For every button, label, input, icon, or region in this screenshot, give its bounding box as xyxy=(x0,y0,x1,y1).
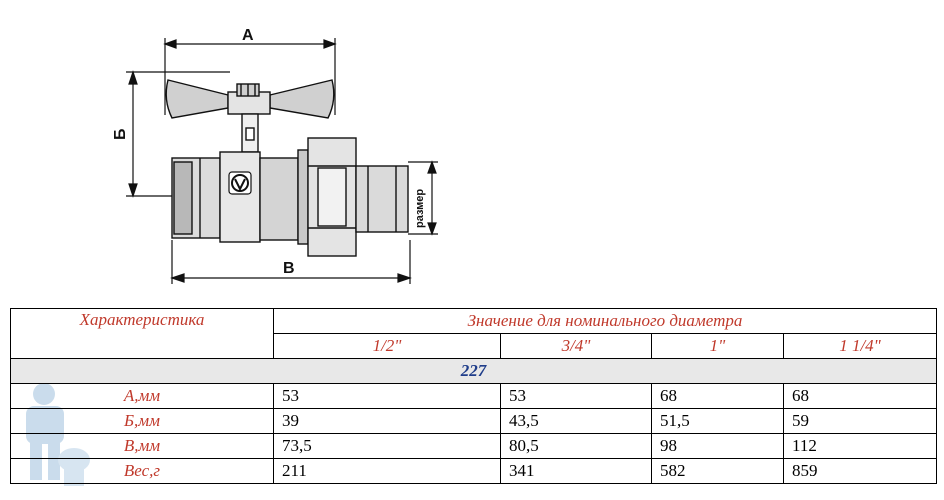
value-cell: 51,5 xyxy=(652,409,784,434)
value-cell: 53 xyxy=(501,384,652,409)
value-cell: 73,5 xyxy=(274,434,501,459)
value-cell: 68 xyxy=(784,384,937,409)
dim-size-label: размер xyxy=(414,188,426,228)
value-cell: 859 xyxy=(784,459,937,484)
value-cell: 80,5 xyxy=(501,434,652,459)
diameter-cell: 3/4" xyxy=(501,334,652,359)
value-cell: 98 xyxy=(652,434,784,459)
values-header: Значение для номинального диаметра xyxy=(274,309,937,334)
row-label: Вес,г xyxy=(11,459,274,484)
characteristic-header: Характеристика xyxy=(11,309,274,359)
value-cell: 582 xyxy=(652,459,784,484)
value-cell: 112 xyxy=(784,434,937,459)
row-label: Б,мм xyxy=(11,409,274,434)
value-cell: 39 xyxy=(274,409,501,434)
dim-v-label: B xyxy=(283,260,295,277)
value-cell: 68 xyxy=(652,384,784,409)
diameter-cell: 1/2" xyxy=(274,334,501,359)
table-row xyxy=(11,384,937,409)
valve-body xyxy=(172,138,408,256)
diameter-cell: 1 1/4" xyxy=(784,334,937,359)
value-cell: 211 xyxy=(274,459,501,484)
diameter-cell: 1" xyxy=(652,334,784,359)
value-cell: 59 xyxy=(784,409,937,434)
table-row xyxy=(11,434,937,459)
value-cell: 341 xyxy=(501,459,652,484)
value-cell: 53 xyxy=(274,384,501,409)
row-label: А,мм xyxy=(11,384,274,409)
dim-a-label: A xyxy=(242,27,254,44)
row-label: В,мм xyxy=(11,434,274,459)
spec-table xyxy=(10,308,937,484)
table-row xyxy=(11,459,937,484)
value-cell: 43,5 xyxy=(501,409,652,434)
table-row xyxy=(11,409,937,434)
dim-b-label: Б xyxy=(112,128,129,140)
brand-logo-icon xyxy=(229,172,251,194)
model-row xyxy=(11,359,937,384)
model-number: 227 xyxy=(11,359,937,384)
table-header-row xyxy=(11,309,937,334)
